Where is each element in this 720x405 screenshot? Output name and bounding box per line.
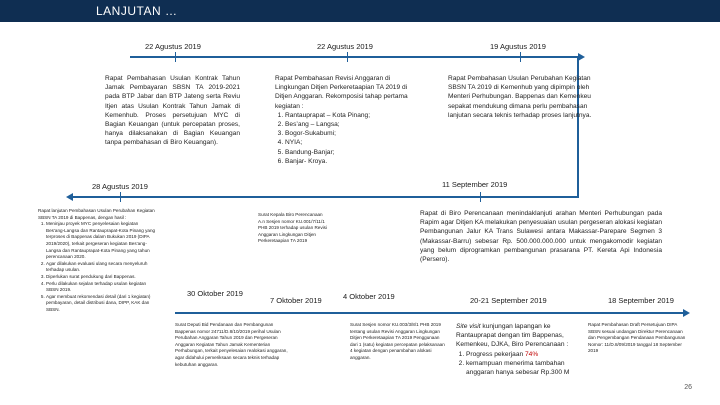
date-label: 22 Agustus 2019 — [145, 42, 201, 51]
list-item: 4. Perlu dilakukan sejalan terhadap usulan kegiatan SBSN 2019. — [46, 281, 156, 294]
date-label: 19 Agustus 2019 — [490, 42, 546, 51]
event-note-list — [275, 111, 425, 166]
date-label: 7 Oktober 2019 — [270, 296, 322, 305]
event-note: Rapat Pembahasan Draft Persetujuan DIPA SBSN sesuai undangan Direktur Perencanaan dan Pengembangan Pendanaan Pembangunan Nomor: 11/D.8/09/2019 tanggal 18 September 2019 — [588, 322, 686, 354]
list-item: 6. Banjar- Kroya. — [285, 157, 425, 166]
list-item: 5. Agar membuat rekomendasi detail (dari 1 kegiatan) pembayaran, detail distribusi dana, DIPP, KAK dan SBSN. — [46, 294, 156, 314]
event-note — [275, 74, 425, 166]
timeline-tick — [480, 192, 481, 202]
event-note: Surat Deputi Bid Pendanaan dan Pembangunan Bappenas nomor 24711/D.8/10/2019 perihal Usulan Perubahan Anggaran Tahun 2019 dan Pergeseran Anggaran Kegiatan Tahun Jamak Kementerian Perhubungan, terkait penyelesaian realokasi anggaran, agar didahului pemeriksaan secara teknis terhadap kebutuhan anggaran. — [175, 322, 288, 367]
list-item: 5. Bandung-Banjar; — [285, 148, 425, 157]
timeline-line-row2 — [72, 196, 579, 198]
page-number: 26 — [684, 384, 692, 391]
list-item: 1. Meninjau proyek MYC penyelesaian kegiatan Bes’ang-Langsa dan Rantauprapat-Kota Pinang yang terproses di Bappenas dalam Bukukan 2019 (DIPA 2019/2020), terkait pergeseran kegiatan Bes’ang-Langsa dan Rantauprapat-Kota Pinang yang tahun perencanaan 2020. — [46, 221, 156, 261]
event-note: Surat Kepala Biro Perencanaan A.n Sesjen nomor KU.001/7/11/1 PHB 2019 terhadap usulan Revisi Anggaran Lingkungan Ditjen Perkeretaapian TA 2019 — [258, 212, 327, 244]
list-item: 2. Bes’ang – Langsa; — [285, 120, 425, 129]
date-label: 4 Oktober 2019 — [343, 292, 395, 301]
event-note-intro: Rapat Pembahasan Revisi Anggaran di Lingkungan Ditjen Perkeretaapian TA 2019 di Ditjen Anggaran. Rekomposisi tahap pertama kegiatan : — [275, 75, 408, 110]
timeline-tick — [175, 52, 176, 62]
timeline-tick — [120, 192, 121, 202]
page-title: LANJUTAN … — [96, 4, 178, 18]
date-label: 11 September 2019 — [442, 180, 508, 189]
event-note-lead: Site visit — [456, 323, 481, 330]
date-label: 20-21 September 2019 — [470, 296, 547, 305]
timeline-tick — [520, 52, 521, 62]
timeline-arrow-row3 — [683, 309, 690, 317]
event-note-list — [456, 350, 578, 378]
date-label: 28 Agustus 2019 — [92, 182, 148, 191]
event-note: Surat Sesjen nomor KU.003/3/8/1 PHB 2019 tentang usulan Revisi Anggaran Lingkungan Ditjen Perkeretaapian TA 2019 Penggunaan dari 1 (satu) kegiatan percepatan pelaksanaan 4 kegiatan dengan penambahan alokasi anggaran. — [350, 322, 445, 360]
list-item: 1. Rantauprapat – Kota Pinang; — [285, 111, 425, 120]
event-note — [456, 322, 578, 377]
date-label: 18 September 2019 — [608, 296, 674, 305]
list-item: 2. Agar dilakukan evaluasi ulang secara menyeluruh terhadap usulan. — [46, 261, 156, 274]
list-item: 3. Diperlukan surat pendukung dari Bappenas. — [46, 274, 156, 281]
event-note-list — [38, 221, 156, 313]
event-note: Rapat Pembahasan Usulan Perubahan Kegiatan SBSN TA 2019 di Kemenhub yang dipimpin oleh Menteri Perhubungan. Bappenas dan Kemenkeu sepakat mendukung dimana perlu pembahasan lanjutan secara teknis terhadap proses lanjutnya. — [448, 75, 592, 119]
timeline-line-row3 — [175, 312, 685, 314]
list-item-text: Progress pekerjaan — [466, 350, 526, 358]
event-note — [38, 208, 156, 314]
timeline-arrow-row1 — [578, 53, 585, 61]
timeline-line-row1 — [130, 56, 580, 58]
timeline-tick — [347, 52, 348, 62]
list-item: 3. Bogor-Sukabumi; — [285, 129, 425, 138]
event-note-text: kunjungan lapangan ke Rantauprapat dengan tim Bappenas, Kemenkeu, DJKA, Biro Perencanaan : — [456, 323, 569, 349]
date-label: 30 Oktober 2019 — [187, 289, 243, 298]
progress-value: 74% — [525, 350, 539, 358]
event-note-intro — [456, 322, 578, 350]
list-item — [466, 350, 578, 359]
list-item: 2. kemampuan menerima tambahan anggaran hanya sebesar Rp.300 M — [466, 359, 578, 377]
list-item: 4. NYIA; — [285, 138, 425, 147]
event-note: Rapat Pembahasan Usulan Kontrak Tahun Jamak Pembayaran SBSN TA 2019-2021 pada BTP Jabar dan BTP Jateng serta Reviu Itjen atas Usulan Kontrak Tahun Jamak di Kemenhub. Proses persetujuan MYC di Bagian Keuangan (untuk percepatan proses, hanya dilaksanakan di Bagian Keuangan tanpa pembahasan di Biro Keuangan). — [105, 75, 240, 147]
header-bar — [0, 0, 720, 22]
event-note: Rapat di Biro Perencanaan menindaklanjuti arahan Menteri Perhubungan pada Rapim agar Ditjen KA melakukan penyesuaian usulan pergeseran alokasi kegiatan Pembangunan Jalur KA Trans Sulawesi antara Makassar-Parepare Segmen 3 (Makassar-Barru) sebesar Rp. 500.000.000.000 untuk mengakomodir kegiatan yang belum diprogramkan pembangunan prasarana PT. Kereta Api Indonesia (Persero). — [420, 210, 662, 264]
date-label: 22 Agustus 2019 — [317, 42, 373, 51]
timeline-arrow-row2 — [66, 193, 73, 201]
event-note-intro: Rapat lanjutan Pembahasan Usulan Perubahan Kegiatan SBSN TA 2019 di Bappenas, dengan hasil : — [38, 208, 155, 220]
